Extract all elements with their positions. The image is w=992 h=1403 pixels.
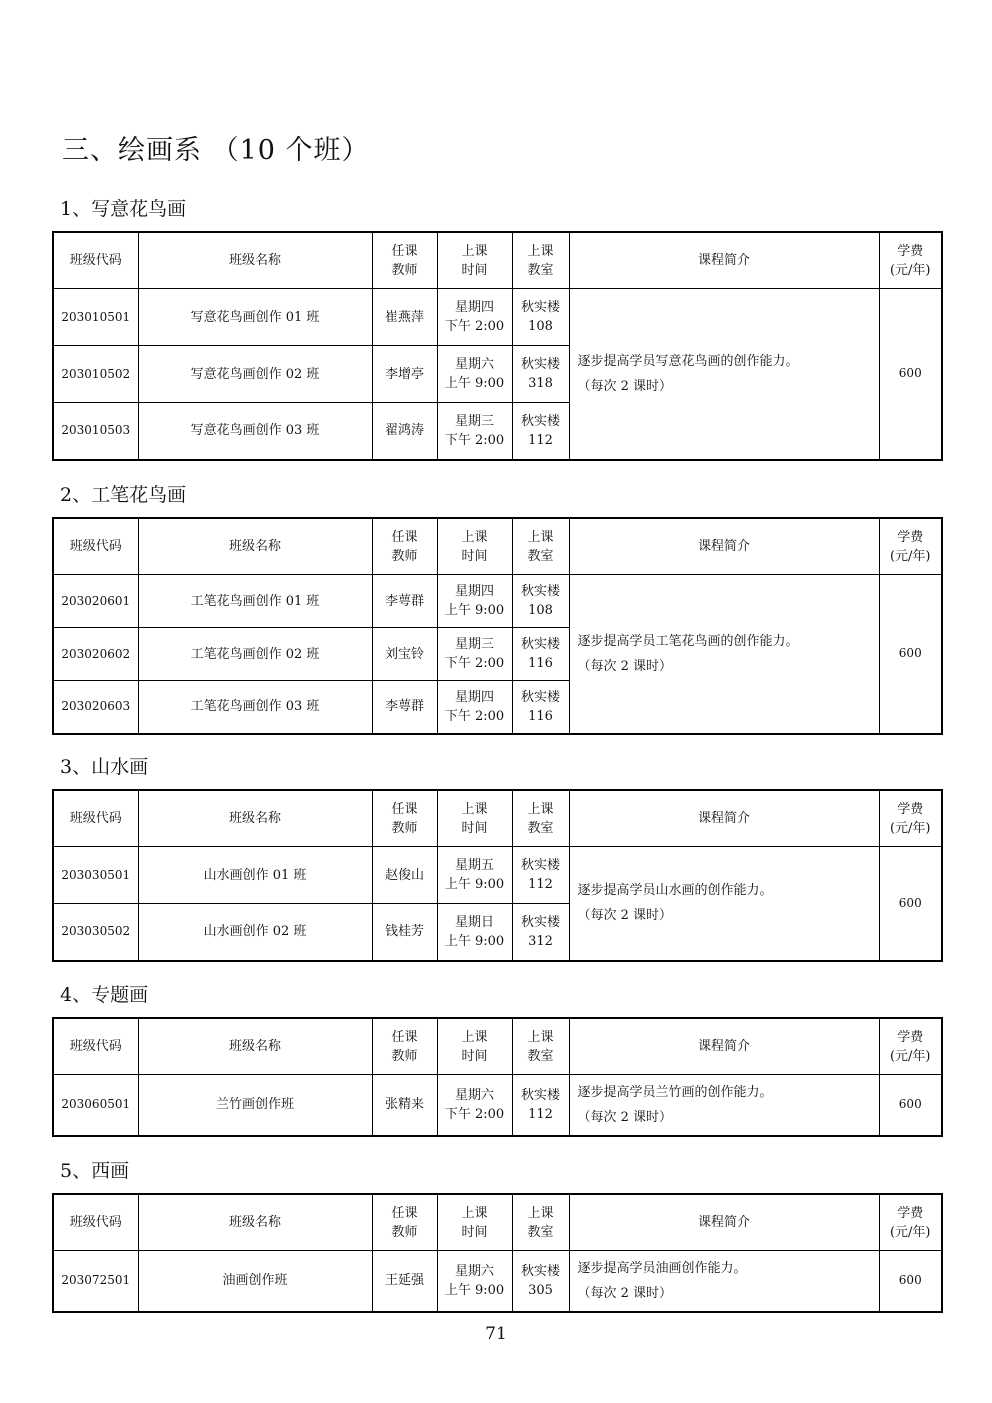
header-text: 上课 <box>461 529 488 545</box>
header-text: 时间 <box>461 1224 488 1240</box>
class-code-text: 203020602 <box>61 646 131 661</box>
class-name <box>138 681 372 734</box>
class-name-text: 山水画创作 01 班 <box>203 867 307 883</box>
class-code-text: 203030502 <box>61 924 131 939</box>
teacher-name <box>372 289 437 346</box>
header-classroom <box>512 1194 569 1251</box>
section-title: 1、写意花鸟画 <box>60 198 187 220</box>
header-text: 班级名称 <box>228 811 281 826</box>
header-course-intro <box>569 1018 879 1075</box>
header-tuition <box>879 1018 942 1075</box>
header-tuition <box>879 1194 942 1251</box>
classroom-text: 秋实楼 <box>520 1087 560 1103</box>
course-intro-text: （每次 2 课时） <box>577 1109 673 1125</box>
tuition-fee-text: 600 <box>898 1097 922 1112</box>
classroom-text: 秋实楼 <box>520 300 560 315</box>
classroom-text: 112 <box>528 432 553 448</box>
class-name-text: 写意花鸟画创作 01 班 <box>190 309 320 325</box>
class-time <box>437 289 512 346</box>
classroom <box>512 1075 569 1136</box>
header-text: 时间 <box>461 548 488 564</box>
class-code <box>53 289 138 346</box>
class-time-text: 下午 2:00 <box>444 319 505 334</box>
course-section <box>52 481 941 735</box>
header-text: 任课 <box>391 1029 418 1045</box>
class-code <box>53 1075 138 1136</box>
course-intro-text: （每次 2 课时） <box>577 1285 673 1301</box>
header-class-time <box>437 1194 512 1251</box>
header-text: (元/年) <box>889 262 931 278</box>
class-code <box>53 346 138 403</box>
header-teacher <box>372 232 437 289</box>
classroom <box>512 1251 569 1312</box>
table-row <box>53 575 942 628</box>
class-name-text: 工笔花鸟画创作 02 班 <box>190 646 320 662</box>
teacher-name-text: 李萼群 <box>384 699 424 715</box>
header-text: 教师 <box>391 1048 418 1064</box>
class-time <box>437 628 512 681</box>
class-code <box>53 1251 138 1312</box>
header-text: 学费 <box>897 243 924 259</box>
course-intro <box>569 1075 879 1136</box>
classroom <box>512 346 569 403</box>
header-text: 班级代码 <box>69 1039 122 1054</box>
header-text: 任课 <box>391 1205 418 1221</box>
class-name <box>138 847 372 904</box>
section-title: 5、西画 <box>60 1160 130 1182</box>
header-text: (元/年) <box>889 1048 931 1064</box>
header-class-code <box>53 1018 138 1075</box>
tuition-fee-text: 600 <box>898 366 922 381</box>
class-time-text: 上午 9:00 <box>444 376 505 391</box>
classroom-text: 秋实楼 <box>520 858 560 873</box>
class-code <box>53 575 138 628</box>
header-text: (元/年) <box>889 820 931 836</box>
classroom-text: 秋实楼 <box>520 584 560 599</box>
class-time-text: 星期六 <box>454 357 494 372</box>
teacher-name-text: 李增亭 <box>384 366 424 382</box>
class-time-text: 下午 2:00 <box>444 432 505 448</box>
table-row <box>53 1075 942 1136</box>
class-code-text: 203010503 <box>61 423 131 438</box>
class-code <box>53 904 138 961</box>
header-text: 教师 <box>391 548 418 564</box>
header-text: 教师 <box>391 820 418 836</box>
class-name <box>138 1075 372 1136</box>
teacher-name <box>372 403 437 460</box>
course-table <box>52 1193 943 1313</box>
class-time <box>437 904 512 961</box>
classroom <box>512 628 569 681</box>
classroom-text: 秋实楼 <box>520 357 560 372</box>
header-text: 班级名称 <box>228 253 281 268</box>
header-teacher <box>372 518 437 575</box>
class-time-text: 下午 2:00 <box>444 656 505 671</box>
class-time-text: 下午 2:00 <box>444 1106 505 1122</box>
class-name <box>138 346 372 403</box>
classroom <box>512 681 569 734</box>
classroom <box>512 403 569 460</box>
teacher-name <box>372 1075 437 1136</box>
teacher-name-text: 钱桂芳 <box>384 924 424 940</box>
class-code <box>53 847 138 904</box>
class-code-text: 203030501 <box>61 867 131 882</box>
header-class-name <box>138 1018 372 1075</box>
class-time-text: 星期日 <box>454 914 494 930</box>
course-intro-text: （每次 2 课时） <box>577 908 673 924</box>
page-number: 71 <box>485 1324 507 1344</box>
class-code-text: 203010502 <box>61 366 131 381</box>
header-text: 上课 <box>461 243 488 259</box>
teacher-name <box>372 628 437 681</box>
class-time-text: 星期三 <box>454 413 494 429</box>
header-text: 班级代码 <box>69 1215 122 1230</box>
tuition-fee <box>879 575 942 734</box>
table-header-row <box>53 518 942 575</box>
header-text: (元/年) <box>889 1224 931 1240</box>
page-title: 三、绘画系 （10 个班） <box>62 135 370 166</box>
course-intro <box>569 1251 879 1312</box>
header-class-time <box>437 790 512 847</box>
classroom <box>512 904 569 961</box>
header-class-code <box>53 1194 138 1251</box>
header-class-time <box>437 518 512 575</box>
classroom <box>512 575 569 628</box>
header-text: 时间 <box>461 262 488 278</box>
section-title: 3、山水画 <box>60 756 149 778</box>
header-text: 教师 <box>391 262 418 278</box>
header-class-time <box>437 1018 512 1075</box>
class-code <box>53 403 138 460</box>
teacher-name-text: 刘宝铃 <box>384 646 424 662</box>
header-text: 教室 <box>527 820 554 836</box>
teacher-name <box>372 904 437 961</box>
header-classroom <box>512 518 569 575</box>
class-time <box>437 346 512 403</box>
teacher-name <box>372 575 437 628</box>
class-code <box>53 681 138 734</box>
class-name <box>138 403 372 460</box>
class-name <box>138 289 372 346</box>
header-text: 任课 <box>391 243 418 259</box>
class-time-text: 星期六 <box>454 1087 494 1103</box>
header-text: 教室 <box>527 1224 554 1240</box>
classroom-text: 108 <box>528 319 553 334</box>
course-intro-text: 逐步提高学员油画创作能力。 <box>577 1260 747 1276</box>
table-row <box>53 1251 942 1312</box>
class-name <box>138 1251 372 1312</box>
header-text: 教师 <box>391 1224 418 1240</box>
header-text: 上课 <box>461 801 488 817</box>
header-text: (元/年) <box>889 548 931 564</box>
course-section <box>52 981 941 1137</box>
tuition-fee <box>879 847 942 961</box>
header-class-name <box>138 790 372 847</box>
teacher-name-text: 赵俊山 <box>384 867 424 883</box>
header-class-code <box>53 790 138 847</box>
teacher-name-text: 翟鸿涛 <box>384 423 424 439</box>
header-class-name <box>138 518 372 575</box>
classroom-text: 116 <box>528 708 553 724</box>
header-text: 任课 <box>391 801 418 817</box>
class-code-text: 203020601 <box>61 593 131 608</box>
class-name-text: 油画创作班 <box>222 1273 288 1289</box>
class-time-text: 星期五 <box>454 858 494 873</box>
teacher-name-text: 李萼群 <box>384 593 424 609</box>
header-text: 课程简介 <box>697 539 750 554</box>
header-text: 时间 <box>461 820 488 836</box>
header-teacher <box>372 1018 437 1075</box>
header-class-name <box>138 232 372 289</box>
header-tuition <box>879 232 942 289</box>
course-section <box>52 195 941 461</box>
classroom-text: 112 <box>528 877 553 892</box>
header-class-code <box>53 518 138 575</box>
header-text: 班级代码 <box>69 539 122 554</box>
header-text: 班级代码 <box>69 253 122 268</box>
class-time-text: 星期三 <box>454 637 494 652</box>
course-intro-text: 逐步提高学员工笔花鸟画的创作能力。 <box>577 633 799 649</box>
header-text: 上课 <box>527 529 554 545</box>
class-time-text: 上午 9:00 <box>444 1282 505 1298</box>
tuition-fee-text: 600 <box>898 1273 922 1288</box>
header-text: 学费 <box>897 1205 924 1221</box>
class-name <box>138 575 372 628</box>
tuition-fee-text: 600 <box>898 895 922 910</box>
header-text: 班级名称 <box>228 1039 281 1054</box>
header-text: 课程简介 <box>697 811 750 826</box>
classroom-text: 秋实楼 <box>520 689 560 705</box>
course-intro-text: 逐步提高学员兰竹画的创作能力。 <box>577 1084 773 1100</box>
classroom-text: 305 <box>528 1282 553 1298</box>
course-section <box>52 1157 941 1313</box>
header-teacher <box>372 1194 437 1251</box>
course-intro-text: 逐步提高学员写意花鸟画的创作能力。 <box>577 353 799 369</box>
classroom <box>512 289 569 346</box>
class-name-text: 工笔花鸟画创作 03 班 <box>190 699 320 715</box>
header-text: 任课 <box>391 529 418 545</box>
header-course-intro <box>569 232 879 289</box>
class-time <box>437 1251 512 1312</box>
header-text: 学费 <box>897 529 924 545</box>
class-time <box>437 575 512 628</box>
classroom <box>512 847 569 904</box>
tuition-fee-text: 600 <box>898 646 922 661</box>
section-title: 2、工笔花鸟画 <box>60 484 187 506</box>
classroom-text: 秋实楼 <box>520 1263 560 1279</box>
class-name <box>138 628 372 681</box>
header-class-code <box>53 232 138 289</box>
class-name-text: 工笔花鸟画创作 01 班 <box>190 593 320 609</box>
class-code-text: 203072501 <box>61 1273 131 1288</box>
course-table <box>52 1017 943 1137</box>
class-time <box>437 681 512 734</box>
class-name-text: 写意花鸟画创作 03 班 <box>190 423 320 439</box>
teacher-name-text: 王延强 <box>384 1273 424 1289</box>
class-time-text: 星期四 <box>454 689 494 705</box>
classroom-text: 112 <box>528 1106 553 1122</box>
course-intro <box>569 289 879 460</box>
header-classroom <box>512 232 569 289</box>
class-time <box>437 403 512 460</box>
course-section <box>52 753 941 962</box>
header-text: 教室 <box>527 548 554 564</box>
teacher-name <box>372 1251 437 1312</box>
teacher-name <box>372 847 437 904</box>
classroom-text: 116 <box>528 656 553 671</box>
header-text: 教室 <box>527 262 554 278</box>
header-text: 班级名称 <box>228 1215 281 1230</box>
class-code-text: 203060501 <box>61 1097 131 1112</box>
header-text: 上课 <box>461 1205 488 1221</box>
header-text: 学费 <box>897 1029 924 1045</box>
teacher-name <box>372 346 437 403</box>
teacher-name-text: 张精来 <box>384 1097 424 1113</box>
course-intro-text: 逐步提高学员山水画的创作能力。 <box>577 883 773 899</box>
class-name <box>138 904 372 961</box>
class-code-text: 203010501 <box>61 309 131 324</box>
course-intro <box>569 847 879 961</box>
header-course-intro <box>569 790 879 847</box>
header-teacher <box>372 790 437 847</box>
header-classroom <box>512 1018 569 1075</box>
table-header-row <box>53 790 942 847</box>
course-table <box>52 789 943 962</box>
course-intro <box>569 575 879 734</box>
class-name-text: 写意花鸟画创作 02 班 <box>190 366 320 382</box>
classroom-text: 秋实楼 <box>520 413 560 429</box>
header-class-name <box>138 1194 372 1251</box>
class-time-text: 上午 9:00 <box>444 877 505 892</box>
header-course-intro <box>569 1194 879 1251</box>
class-time-text: 上午 9:00 <box>444 603 505 618</box>
header-text: 课程简介 <box>697 253 750 268</box>
classroom-text: 秋实楼 <box>520 914 560 930</box>
header-tuition <box>879 790 942 847</box>
table-row <box>53 289 942 346</box>
header-course-intro <box>569 518 879 575</box>
class-name-text: 山水画创作 02 班 <box>203 924 307 940</box>
tuition-fee <box>879 1075 942 1136</box>
header-tuition <box>879 518 942 575</box>
header-text: 上课 <box>527 243 554 259</box>
header-text: 上课 <box>527 801 554 817</box>
header-text: 时间 <box>461 1048 488 1064</box>
class-time-text: 星期四 <box>454 300 494 315</box>
header-text: 教室 <box>527 1048 554 1064</box>
class-time <box>437 1075 512 1136</box>
course-table <box>52 231 943 461</box>
class-time-text: 下午 2:00 <box>444 708 505 724</box>
header-classroom <box>512 790 569 847</box>
header-text: 学费 <box>897 801 924 817</box>
classroom-text: 312 <box>528 933 553 949</box>
header-text: 班级名称 <box>228 539 281 554</box>
header-class-time <box>437 232 512 289</box>
class-time <box>437 847 512 904</box>
header-text: 班级代码 <box>69 811 122 826</box>
header-text: 课程简介 <box>697 1215 750 1230</box>
table-header-row <box>53 232 942 289</box>
class-code-text: 203020603 <box>61 699 131 714</box>
teacher-name <box>372 681 437 734</box>
header-text: 上课 <box>527 1205 554 1221</box>
course-table <box>52 517 943 735</box>
tuition-fee <box>879 1251 942 1312</box>
section-title: 4、专题画 <box>60 984 149 1006</box>
header-text: 上课 <box>527 1029 554 1045</box>
table-row <box>53 847 942 904</box>
class-time-text: 星期四 <box>454 584 494 599</box>
class-time-text: 上午 9:00 <box>444 933 505 949</box>
class-code <box>53 628 138 681</box>
table-header-row <box>53 1194 942 1251</box>
table-header-row <box>53 1018 942 1075</box>
classroom-text: 秋实楼 <box>520 637 560 652</box>
teacher-name-text: 崔燕萍 <box>384 309 424 325</box>
header-text: 课程简介 <box>697 1039 750 1054</box>
class-name-text: 兰竹画创作班 <box>215 1097 294 1113</box>
tuition-fee <box>879 289 942 460</box>
class-time-text: 星期六 <box>454 1263 494 1279</box>
course-intro-text: （每次 2 课时） <box>577 658 673 674</box>
header-text: 上课 <box>461 1029 488 1045</box>
classroom-text: 318 <box>528 376 553 391</box>
classroom-text: 108 <box>528 603 553 618</box>
course-intro-text: （每次 2 课时） <box>577 378 673 394</box>
